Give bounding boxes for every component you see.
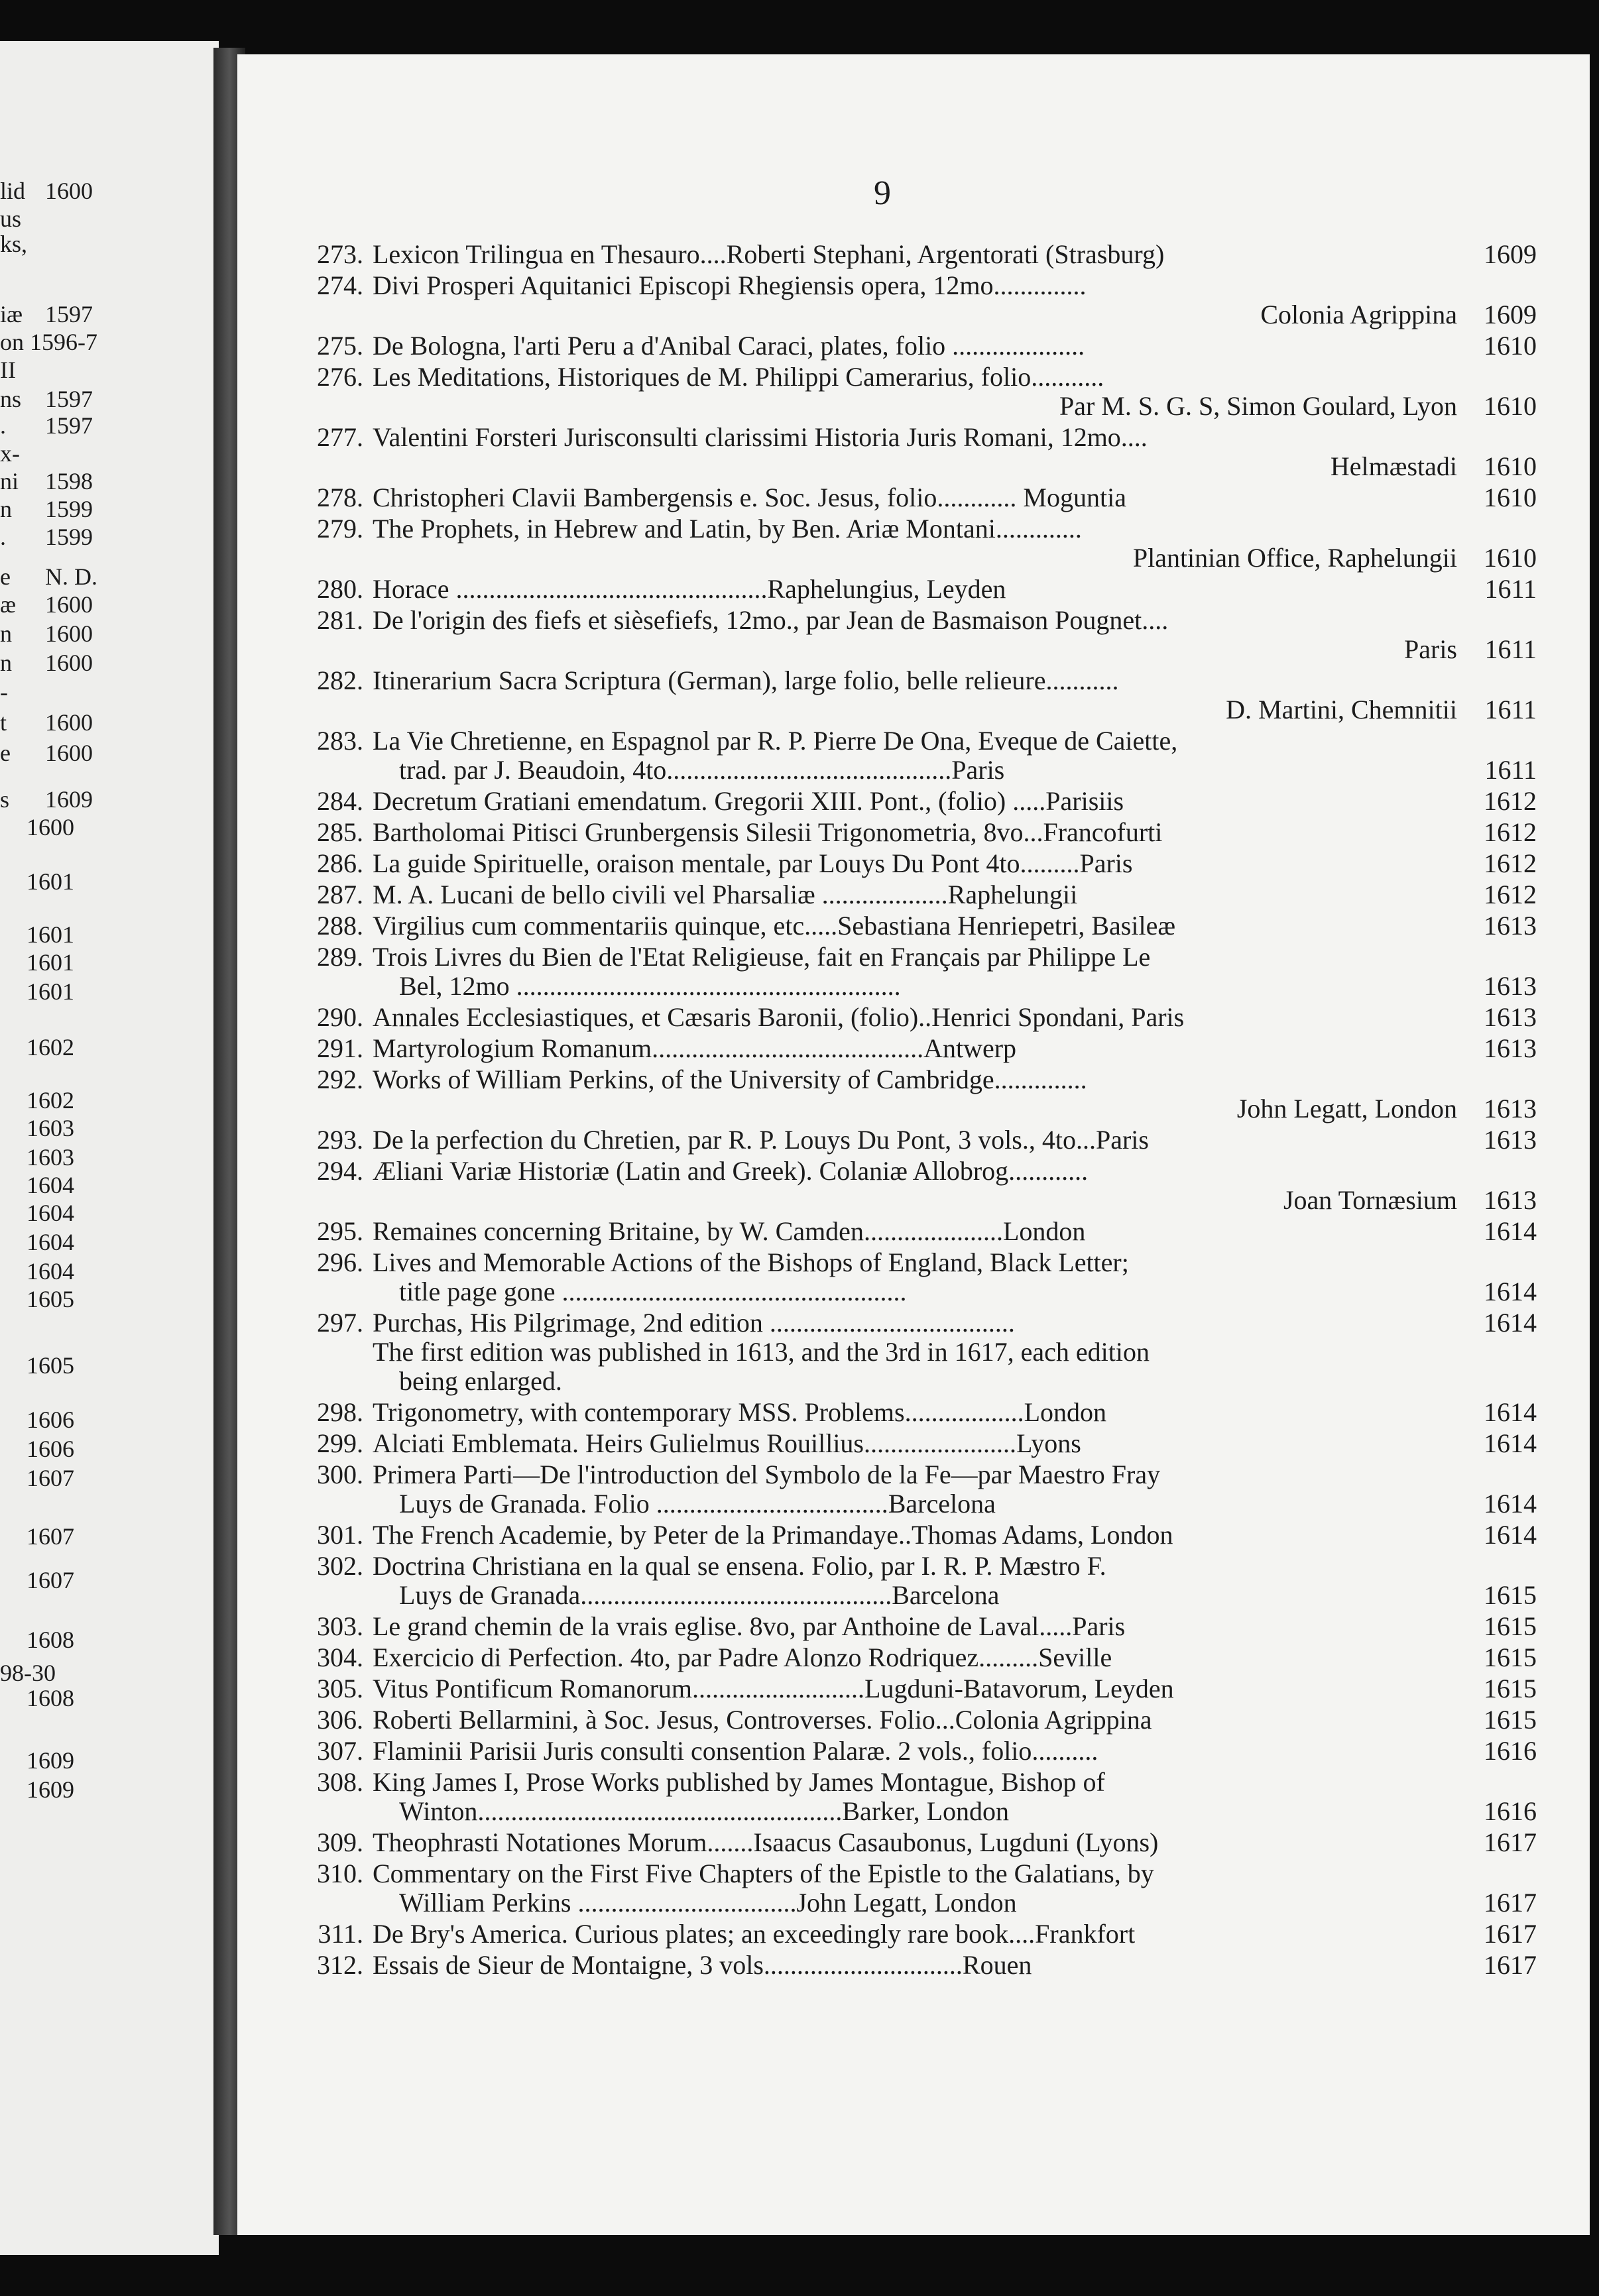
entry-line xyxy=(304,1581,1537,1610)
entry-line xyxy=(304,575,1537,604)
entry-line xyxy=(304,1920,1537,1949)
entry-line xyxy=(304,818,1537,847)
facing-page-fragment-text: ks, xyxy=(0,231,28,257)
entry-imprint: Par M. S. G. S, Simon Goulard, Lyon xyxy=(1059,392,1457,421)
entry-number: 292. xyxy=(317,1064,363,1094)
facing-page-fragment-text: ni xyxy=(0,468,19,494)
entry-line xyxy=(304,1828,1537,1857)
facing-page-year: 1600 xyxy=(45,650,93,676)
catalog-entry xyxy=(304,1521,1537,1550)
entry-number: 294. xyxy=(317,1156,363,1186)
facing-page-fragment-text: - xyxy=(0,679,8,705)
facing-page-fragment-text: x- xyxy=(0,440,20,467)
entry-year: 1614 xyxy=(1484,1277,1537,1306)
catalog-entry xyxy=(304,483,1537,512)
entry-number: 278. xyxy=(317,483,363,512)
entry-title: Annales Ecclesiastiques, et Cæsaris Baronii, (folio)..Henrici Spondani, Paris xyxy=(373,1003,1185,1032)
facing-page-fragment-text: us xyxy=(0,205,22,232)
entry-number: 298. xyxy=(317,1397,363,1427)
entry-line xyxy=(304,1951,1537,1980)
entry-line xyxy=(304,849,1537,878)
facing-page-fragment-text: e xyxy=(0,563,11,590)
entry-title: Winton.......................................................Barker, London xyxy=(399,1797,1010,1826)
entry-line xyxy=(304,1737,1537,1766)
entry-line xyxy=(304,1217,1537,1246)
entry-year: 1614 xyxy=(1484,1308,1537,1338)
facing-page-year: 1605 xyxy=(27,1352,74,1379)
facing-page-year: 1600 xyxy=(45,709,93,736)
entry-line xyxy=(304,1460,1537,1489)
facing-page-fragment-text: s xyxy=(0,786,10,813)
catalog-entry xyxy=(304,726,1537,785)
entry-line xyxy=(304,452,1537,481)
entry-line xyxy=(304,635,1537,664)
facing-page-fragment-text: æ xyxy=(0,591,17,618)
catalog-entry xyxy=(304,1552,1537,1610)
entry-title: Lexicon Trilingua en Thesauro....Roberti Stephani, Argentorati (Strasburg) xyxy=(373,240,1165,269)
facing-page-year: 1603 xyxy=(27,1144,74,1171)
facing-page-fragment-text: II xyxy=(0,357,16,383)
entry-line xyxy=(304,1612,1537,1641)
entry-line xyxy=(304,726,1537,756)
facing-page-year: 1600 xyxy=(45,620,93,647)
entry-year: 1614 xyxy=(1484,1428,1537,1458)
entry-year: 1613 xyxy=(1484,1002,1537,1032)
facing-page-year: 1601 xyxy=(27,868,74,895)
entry-imprint: Plantinian Office, Raphelungii xyxy=(1132,544,1457,573)
facing-page-fragment-text: n xyxy=(0,496,12,522)
entry-number: 297. xyxy=(317,1308,363,1338)
entry-number: 275. xyxy=(317,331,363,361)
entry-year: 1609 xyxy=(1484,300,1537,329)
entry-line xyxy=(304,1248,1537,1277)
entry-number: 277. xyxy=(317,422,363,452)
catalog-entry xyxy=(304,943,1537,1001)
catalog-entry xyxy=(304,1920,1537,1949)
catalog-entry xyxy=(304,911,1537,941)
entry-line xyxy=(304,1643,1537,1672)
facing-page-fragment-text: on 1596-7 xyxy=(0,329,97,355)
entry-number: 280. xyxy=(317,574,363,604)
entry-year: 1610 xyxy=(1484,391,1537,421)
entry-title: King James I, Prose Works published by James Montague, Bishop of xyxy=(373,1768,1105,1797)
page-number: 9 xyxy=(874,174,891,212)
facing-page-year: 1607 xyxy=(27,1465,74,1491)
entry-title: Exercicio di Perfection. 4to, par Padre Alonzo Rodriquez.........Seville xyxy=(373,1643,1112,1672)
entry-line xyxy=(304,1429,1537,1458)
entry-number: 304. xyxy=(317,1642,363,1672)
entry-title: Vitus Pontificum Romanorum..........................Lugduni-Batavorum, Leyden xyxy=(373,1674,1174,1703)
entry-year: 1614 xyxy=(1484,1397,1537,1427)
entry-title: La guide Spirituelle, oraison mentale, par Louys Du Pont 4to.........Paris xyxy=(373,849,1133,878)
facing-page-fragment-text: n xyxy=(0,650,12,676)
facing-page-year: 1609 xyxy=(27,1776,74,1803)
entry-line xyxy=(304,787,1537,816)
facing-page-year: 1604 xyxy=(27,1258,74,1285)
facing-page-year: 1600 xyxy=(45,178,93,204)
catalog-entry xyxy=(304,1003,1537,1032)
facing-page-fragment-text: lid xyxy=(0,178,26,204)
entry-line xyxy=(304,666,1537,695)
entry-number: 284. xyxy=(317,786,363,816)
entry-year: 1615 xyxy=(1484,1580,1537,1610)
facing-page-fragment xyxy=(0,41,219,2255)
entry-title: De l'origin des fiefs et sièsefiefs, 12mo., par Jean de Basmaison Pougnet.... xyxy=(373,606,1169,635)
facing-page-year: 1599 xyxy=(45,496,93,522)
entry-line xyxy=(304,943,1537,972)
entry-line xyxy=(304,1398,1537,1427)
entry-title: Alciati Emblemata. Heirs Gulielmus Rouillius.......................Lyons xyxy=(373,1429,1081,1458)
entry-imprint: Helmæstadi xyxy=(1330,452,1457,481)
entry-year: 1609 xyxy=(1484,239,1537,269)
entry-line xyxy=(304,1552,1537,1581)
entry-number: 281. xyxy=(317,605,363,635)
entry-title: Remaines concerning Britaine, by W. Camden.....................London xyxy=(373,1217,1086,1246)
catalog-entry xyxy=(304,1125,1537,1155)
entry-year: 1613 xyxy=(1484,1094,1537,1123)
facing-page-fragment-text: iæ xyxy=(0,301,23,327)
facing-page-year: 1600 xyxy=(45,591,93,618)
catalog-entry xyxy=(304,423,1537,481)
entry-year: 1611 xyxy=(1484,574,1537,604)
entry-title: De la perfection du Chretien, par R. P. Louys Du Pont, 3 vols., 4to...Paris xyxy=(373,1125,1149,1155)
catalog-entry-list xyxy=(304,240,1537,1982)
entry-title: Theophrasti Notationes Morum.......Isaacus Casaubonus, Lugduni (Lyons) xyxy=(373,1828,1159,1857)
entry-title: Primera Parti—De l'introduction del Symbolo de la Fe—par Maestro Fray xyxy=(373,1460,1161,1489)
entry-title: Luys de Granada. Folio ...................................Barcelona xyxy=(399,1489,996,1519)
facing-page-fragment-text: 98-30 xyxy=(0,1660,56,1686)
entry-number: 312. xyxy=(317,1950,363,1980)
entry-line xyxy=(304,911,1537,941)
entry-year: 1615 xyxy=(1484,1611,1537,1641)
entry-line xyxy=(304,271,1537,300)
entry-title: De Bry's America. Curious plates; an exceedingly rare book....Frankfort xyxy=(373,1920,1136,1949)
entry-title: Virgilius cum commentariis quinque, etc.....Sebastiana Henriepetri, Basileæ xyxy=(373,911,1176,941)
entry-year: 1610 xyxy=(1484,331,1537,361)
entry-title: Horace ...............................................Raphelungius, Leyden xyxy=(373,575,1006,604)
entry-title: Commentary on the First Five Chapters of the Epistle to the Galatians, by xyxy=(373,1859,1154,1888)
entry-line xyxy=(304,423,1537,452)
entry-number: 290. xyxy=(317,1002,363,1032)
entry-number: 293. xyxy=(317,1125,363,1155)
entry-note: The first edition was published in 1613, and the 3rd in 1617, each edition xyxy=(373,1338,1150,1367)
entry-number: 309. xyxy=(317,1827,363,1857)
facing-page-year: 1601 xyxy=(27,949,74,976)
facing-page-year: 1597 xyxy=(45,301,93,327)
entry-title: The Prophets, in Hebrew and Latin, by Ben. Ariæ Montani............. xyxy=(373,514,1082,544)
entry-line xyxy=(304,1157,1537,1186)
entry-imprint: Paris xyxy=(1404,635,1457,664)
entry-line xyxy=(304,1367,1537,1396)
facing-page-year: 1601 xyxy=(27,921,74,948)
catalog-entry xyxy=(304,787,1537,816)
entry-number: 273. xyxy=(317,239,363,269)
facing-page-fragment-text: ns xyxy=(0,386,22,412)
entry-title: De Bologna, l'arti Peru a d'Anibal Caraci, plates, folio .................... xyxy=(373,331,1085,361)
entry-gap xyxy=(304,1980,1537,1982)
facing-page-fragment-text: . xyxy=(0,524,6,550)
catalog-entry xyxy=(304,1460,1537,1519)
entry-title: M. A. Lucani de bello civili vel Pharsaliæ ...................Raphelungii xyxy=(373,880,1078,909)
entry-year: 1616 xyxy=(1484,1736,1537,1766)
catalog-entry xyxy=(304,575,1537,604)
entry-year: 1610 xyxy=(1484,543,1537,573)
facing-page-year: 1606 xyxy=(27,1406,74,1433)
catalog-entry xyxy=(304,1217,1537,1246)
entry-imprint: Joan Tornæsium xyxy=(1283,1186,1457,1215)
entry-year: 1614 xyxy=(1484,1520,1537,1550)
entry-imprint: John Legatt, London xyxy=(1236,1094,1457,1123)
catalog-entry xyxy=(304,514,1537,573)
entry-title: Bel, 12mo .......................................................... xyxy=(399,972,901,1001)
entry-number: 274. xyxy=(317,270,363,300)
entry-number: 288. xyxy=(317,911,363,941)
entry-year: 1617 xyxy=(1484,1919,1537,1949)
facing-page-year: 1608 xyxy=(27,1627,74,1653)
entry-line xyxy=(304,1034,1537,1063)
entry-number: 279. xyxy=(317,514,363,544)
entry-line xyxy=(304,514,1537,544)
entry-number: 289. xyxy=(317,942,363,972)
entry-year: 1615 xyxy=(1484,1705,1537,1735)
facing-page-year: 1600 xyxy=(45,740,93,766)
entry-year: 1613 xyxy=(1484,911,1537,941)
entry-year: 1617 xyxy=(1484,1950,1537,1980)
entry-line xyxy=(304,1674,1537,1703)
entry-title: Bartholomai Pitisci Grunbergensis Silesii Trigonometria, 8vo...Francofurti xyxy=(373,818,1163,847)
catalog-entry xyxy=(304,1308,1537,1396)
facing-page-year: 1601 xyxy=(27,978,74,1005)
catalog-entry xyxy=(304,1065,1537,1123)
catalog-entry xyxy=(304,1674,1537,1703)
entry-year: 1612 xyxy=(1484,848,1537,878)
entry-title: Roberti Bellarmini, à Soc. Jesus, Controverses. Folio...Colonia Agrippina xyxy=(373,1705,1152,1735)
facing-page-fragment-text: . xyxy=(0,412,6,439)
facing-page-year: 1606 xyxy=(27,1436,74,1462)
entry-title: Valentini Forsteri Jurisconsulti clarissimi Historia Juris Romani, 12mo.... xyxy=(373,423,1148,452)
entry-title: La Vie Chretienne, en Espagnol par R. P. Pierre De Ona, Eveque de Caiette, xyxy=(373,726,1178,756)
entry-line xyxy=(304,1065,1537,1094)
catalog-entry xyxy=(304,849,1537,878)
facing-page-year: 1599 xyxy=(45,524,93,550)
entry-line xyxy=(304,1094,1537,1123)
entry-line xyxy=(304,1859,1537,1888)
entry-title: Æliani Variæ Historiæ (Latin and Greek). Colaniæ Allobrog............ xyxy=(373,1157,1089,1186)
facing-page-year: 1608 xyxy=(27,1685,74,1711)
entry-number: 310. xyxy=(317,1859,363,1888)
entry-line xyxy=(304,1338,1537,1367)
entry-year: 1610 xyxy=(1484,483,1537,512)
entry-title: Trigonometry, with contemporary MSS. Problems..................London xyxy=(373,1398,1107,1427)
catalog-entry xyxy=(304,1034,1537,1063)
catalog-entry xyxy=(304,1248,1537,1306)
entry-number: 306. xyxy=(317,1705,363,1735)
catalog-entry xyxy=(304,1768,1537,1826)
entry-line xyxy=(304,1308,1537,1338)
entry-title: title page gone .................................................... xyxy=(399,1277,907,1306)
entry-line xyxy=(304,331,1537,361)
entry-title: Purchas, His Pilgrimage, 2nd edition ..................................... xyxy=(373,1308,1015,1338)
entry-number: 302. xyxy=(317,1551,363,1581)
entry-title: The French Academie, by Peter de la Primandaye..Thomas Adams, London xyxy=(373,1521,1173,1550)
entry-title: William Perkins .................................John Legatt, London xyxy=(399,1888,1017,1918)
entry-line xyxy=(304,606,1537,635)
entry-title: Decretum Gratiani emendatum. Gregorii XIII. Pont., (folio) .....Parisiis xyxy=(373,787,1124,816)
entry-line xyxy=(304,1277,1537,1306)
entry-line xyxy=(304,756,1537,785)
entry-number: 286. xyxy=(317,848,363,878)
entry-line xyxy=(304,300,1537,329)
entry-year: 1615 xyxy=(1484,1674,1537,1703)
entry-title: being enlarged. xyxy=(399,1367,562,1396)
entry-year: 1613 xyxy=(1484,971,1537,1001)
entry-year: 1612 xyxy=(1484,817,1537,847)
facing-page-year: 1602 xyxy=(27,1087,74,1114)
entry-line xyxy=(304,695,1537,724)
entry-year: 1610 xyxy=(1484,451,1537,481)
entry-year: 1612 xyxy=(1484,786,1537,816)
entry-number: 299. xyxy=(317,1428,363,1458)
facing-page-fragment-text: n xyxy=(0,620,12,647)
entry-line xyxy=(304,1888,1537,1918)
entry-line xyxy=(304,363,1537,392)
entry-year: 1611 xyxy=(1484,695,1537,724)
entry-number: 311. xyxy=(318,1919,363,1949)
entry-year: 1615 xyxy=(1484,1642,1537,1672)
facing-page-year: N. D. xyxy=(45,563,97,590)
entry-title: Flaminii Parisii Juris consulti consention Palaræ. 2 vols., folio.......... xyxy=(373,1737,1098,1766)
facing-page-year: 1603 xyxy=(27,1115,74,1141)
entry-line xyxy=(304,1797,1537,1826)
entry-title: Le grand chemin de la vrais eglise. 8vo, par Anthoine de Laval.....Paris xyxy=(373,1612,1126,1641)
catalog-entry xyxy=(304,1398,1537,1427)
entry-number: 303. xyxy=(317,1611,363,1641)
catalog-entry xyxy=(304,666,1537,724)
facing-page-year: 1597 xyxy=(45,386,93,412)
entry-title: Doctrina Christiana en la qual se ensena. Folio, par I. R. P. Mæstro F. xyxy=(373,1552,1106,1581)
entry-number: 300. xyxy=(317,1460,363,1489)
facing-page-year: 1607 xyxy=(27,1567,74,1593)
entry-title: trad. par J. Beaudoin, 4to...........................................Paris xyxy=(399,756,1005,785)
facing-page-year: 1600 xyxy=(27,814,74,840)
entry-year: 1614 xyxy=(1484,1216,1537,1246)
entry-year: 1617 xyxy=(1484,1888,1537,1918)
entry-number: 291. xyxy=(317,1033,363,1063)
entry-year: 1617 xyxy=(1484,1827,1537,1857)
entry-number: 287. xyxy=(317,880,363,909)
facing-page-year: 1605 xyxy=(27,1286,74,1312)
entry-line xyxy=(304,1186,1537,1215)
entry-line xyxy=(304,972,1537,1001)
entry-line xyxy=(304,392,1537,421)
facing-page-year: 1604 xyxy=(27,1229,74,1255)
catalog-entry xyxy=(304,1429,1537,1458)
entry-title: Les Meditations, Historiques de M. Philippi Camerarius, folio........... xyxy=(373,363,1104,392)
facing-page-year: 1604 xyxy=(27,1200,74,1226)
catalog-entry xyxy=(304,1705,1537,1735)
entry-year: 1616 xyxy=(1484,1796,1537,1826)
entry-title: Divi Prosperi Aquitanici Episcopi Rhegiensis opera, 12mo.............. xyxy=(373,271,1087,300)
entry-line xyxy=(304,1705,1537,1735)
catalog-page xyxy=(237,54,1590,2235)
catalog-entry xyxy=(304,606,1537,664)
entry-year: 1614 xyxy=(1484,1489,1537,1519)
catalog-entry xyxy=(304,1951,1537,1980)
catalog-entry xyxy=(304,818,1537,847)
facing-page-year: 1597 xyxy=(45,412,93,439)
facing-page-year: 1607 xyxy=(27,1523,74,1550)
facing-page-fragment-text: t xyxy=(0,709,7,736)
entry-year: 1611 xyxy=(1484,634,1537,664)
facing-page-fragment-text: e xyxy=(0,740,11,766)
entry-title: Luys de Granada...............................................Barcelona xyxy=(399,1581,1000,1610)
entry-number: 296. xyxy=(317,1247,363,1277)
entry-imprint: Colonia Agrippina xyxy=(1260,300,1457,329)
entry-year: 1613 xyxy=(1484,1185,1537,1215)
entry-line xyxy=(304,880,1537,909)
entry-title: Lives and Memorable Actions of the Bishops of England, Black Letter; xyxy=(373,1248,1129,1277)
entry-year: 1613 xyxy=(1484,1125,1537,1155)
facing-page-year: 1598 xyxy=(45,468,93,494)
entry-imprint: D. Martini, Chemnitii xyxy=(1226,695,1457,724)
catalog-entry xyxy=(304,1612,1537,1641)
catalog-entry xyxy=(304,271,1537,329)
entry-line xyxy=(304,1521,1537,1550)
entry-year: 1611 xyxy=(1484,755,1537,785)
catalog-entry xyxy=(304,1737,1537,1766)
facing-page-year: 1609 xyxy=(45,786,93,813)
entry-title: Works of William Perkins, of the University of Cambridge.............. xyxy=(373,1065,1087,1094)
entry-title: Trois Livres du Bien de l'Etat Religieuse, fait en Français par Philippe Le xyxy=(373,943,1151,972)
entry-year: 1612 xyxy=(1484,880,1537,909)
entry-title: Essais de Sieur de Montaigne, 3 vols..............................Rouen xyxy=(373,1951,1032,1980)
entry-number: 276. xyxy=(317,362,363,392)
facing-page-year: 1609 xyxy=(27,1747,74,1774)
entry-line xyxy=(304,1489,1537,1519)
catalog-entry xyxy=(304,1828,1537,1857)
catalog-entry xyxy=(304,1643,1537,1672)
entry-number: 295. xyxy=(317,1216,363,1246)
entry-number: 285. xyxy=(317,817,363,847)
entry-number: 305. xyxy=(317,1674,363,1703)
facing-page-year: 1602 xyxy=(27,1034,74,1061)
entry-number: 282. xyxy=(317,665,363,695)
entry-number: 283. xyxy=(317,726,363,756)
facing-page-year: 1604 xyxy=(27,1172,74,1198)
entry-number: 301. xyxy=(317,1520,363,1550)
entry-line xyxy=(304,1768,1537,1797)
entry-year: 1613 xyxy=(1484,1033,1537,1063)
entry-number: 308. xyxy=(317,1767,363,1797)
entry-title: Martyrologium Romanum.........................................Antwerp xyxy=(373,1034,1017,1063)
entry-number: 307. xyxy=(317,1736,363,1766)
entry-line xyxy=(304,1125,1537,1155)
entry-line xyxy=(304,240,1537,269)
entry-line xyxy=(304,1003,1537,1032)
entry-title: Itinerarium Sacra Scriptura (German), large folio, belle relieure........... xyxy=(373,666,1119,695)
catalog-entry xyxy=(304,363,1537,421)
catalog-entry xyxy=(304,331,1537,361)
catalog-entry xyxy=(304,1157,1537,1215)
entry-line xyxy=(304,483,1537,512)
catalog-entry xyxy=(304,880,1537,909)
catalog-entry xyxy=(304,240,1537,269)
catalog-entry xyxy=(304,1859,1537,1918)
entry-title: Christopheri Clavii Bambergensis e. Soc. Jesus, folio............ Moguntia xyxy=(373,483,1126,512)
entry-line xyxy=(304,544,1537,573)
